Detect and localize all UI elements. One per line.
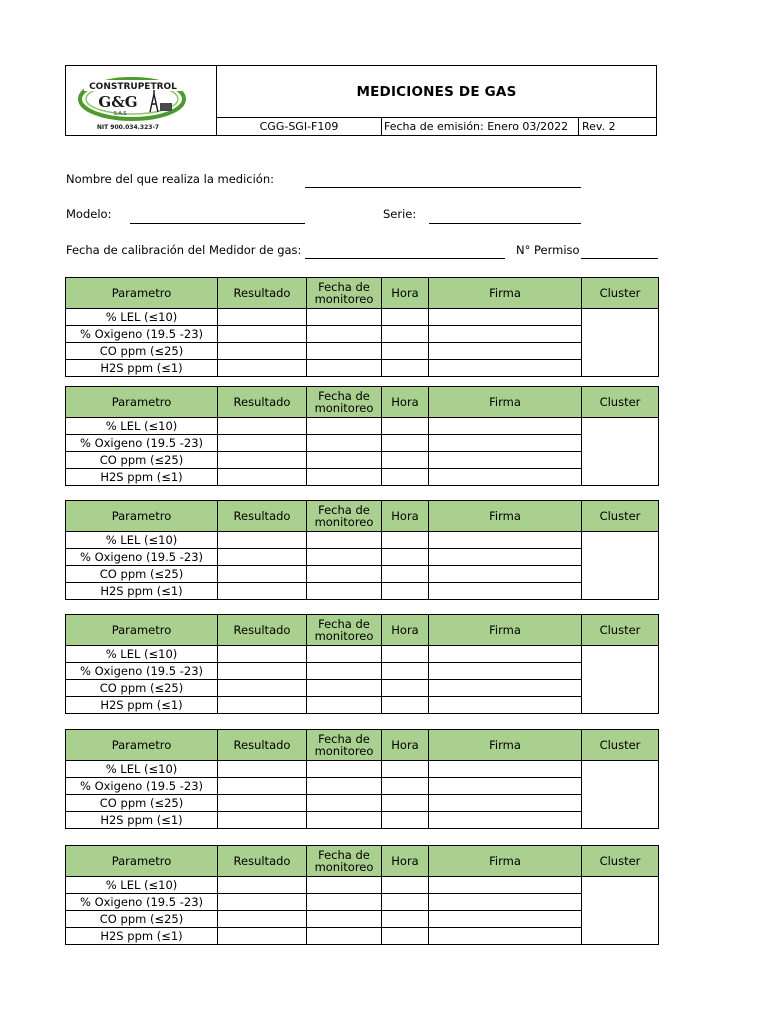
form-header — [65, 65, 657, 136]
fecha-cell[interactable] — [307, 469, 382, 486]
header-fecha-monitoreo: Fecha de monitoreo — [307, 730, 382, 761]
table-row — [66, 894, 659, 911]
firma-cell[interactable] — [429, 911, 582, 928]
logo-company-text: CONSTRUPETROL — [89, 82, 177, 92]
firma-cell[interactable] — [429, 418, 582, 435]
table-row — [66, 680, 659, 697]
resultado-cell[interactable] — [218, 646, 307, 663]
cluster-cell[interactable] — [582, 418, 659, 486]
header-parametro: Parametro — [66, 730, 218, 761]
fecha-cell[interactable] — [307, 680, 382, 697]
firma-cell[interactable] — [429, 435, 582, 452]
fecha-cell[interactable] — [307, 532, 382, 549]
header-hora: Hora — [382, 730, 429, 761]
firma-cell[interactable] — [429, 549, 582, 566]
fecha-cell[interactable] — [307, 795, 382, 812]
header-fecha-monitoreo: Fecha de monitoreo — [307, 387, 382, 418]
header-firma: Firma — [429, 615, 582, 646]
parameter-label: H2S ppm (≤1) — [66, 697, 218, 714]
parameter-label: H2S ppm (≤1) — [66, 360, 218, 377]
resultado-cell[interactable] — [218, 761, 307, 778]
table-row — [66, 309, 659, 326]
resultado-cell[interactable] — [218, 326, 307, 343]
firma-cell[interactable] — [429, 360, 582, 377]
revision: Rev. 2 — [582, 120, 616, 133]
modelo-label: Modelo: — [66, 207, 112, 221]
table-row — [66, 911, 659, 928]
header-cluster: Cluster — [582, 387, 659, 418]
serie-label: Serie: — [383, 207, 417, 221]
serie-field[interactable] — [429, 223, 581, 224]
hora-cell[interactable] — [382, 663, 429, 680]
firma-cell[interactable] — [429, 778, 582, 795]
resultado-cell[interactable] — [218, 663, 307, 680]
table-row — [66, 549, 659, 566]
table-row — [66, 928, 659, 945]
parameter-label: CO ppm (≤25) — [66, 566, 218, 583]
header-parametro: Parametro — [66, 387, 218, 418]
fecha-cell[interactable] — [307, 646, 382, 663]
hora-cell[interactable] — [382, 309, 429, 326]
header-firma: Firma — [429, 730, 582, 761]
hora-cell[interactable] — [382, 566, 429, 583]
resultado-cell[interactable] — [218, 778, 307, 795]
firma-cell[interactable] — [429, 877, 582, 894]
calibracion-label: Fecha de calibración del Medidor de gas: — [66, 243, 302, 257]
fecha-cell[interactable] — [307, 894, 382, 911]
header-resultado: Resultado — [218, 501, 307, 532]
firma-cell[interactable] — [429, 469, 582, 486]
resultado-cell[interactable] — [218, 343, 307, 360]
resultado-cell[interactable] — [218, 469, 307, 486]
parameter-label: % LEL (≤10) — [66, 532, 218, 549]
table-row — [66, 778, 659, 795]
table-row — [66, 566, 659, 583]
table-row — [66, 761, 659, 778]
parameter-label: % LEL (≤10) — [66, 761, 218, 778]
fecha-cell[interactable] — [307, 812, 382, 829]
parameter-label: % Oxigeno (19.5 -23) — [66, 435, 218, 452]
table-row — [66, 326, 659, 343]
header-hora: Hora — [382, 501, 429, 532]
hora-cell[interactable] — [382, 761, 429, 778]
header-firma: Firma — [429, 278, 582, 309]
firma-cell[interactable] — [429, 663, 582, 680]
header-fecha-monitoreo: Fecha de monitoreo — [307, 846, 382, 877]
hora-cell[interactable] — [382, 469, 429, 486]
firma-cell[interactable] — [429, 646, 582, 663]
table-row — [66, 452, 659, 469]
permiso-field[interactable] — [581, 258, 658, 259]
fecha-cell[interactable] — [307, 761, 382, 778]
firma-cell[interactable] — [429, 583, 582, 600]
resultado-cell[interactable] — [218, 812, 307, 829]
header-resultado: Resultado — [218, 730, 307, 761]
parameter-label: CO ppm (≤25) — [66, 795, 218, 812]
fecha-cell[interactable] — [307, 309, 382, 326]
logo-suffix-text: S.A.S — [113, 111, 127, 117]
header-resultado: Resultado — [218, 387, 307, 418]
parameter-label: % Oxigeno (19.5 -23) — [66, 894, 218, 911]
parameter-label: H2S ppm (≤1) — [66, 812, 218, 829]
resultado-cell[interactable] — [218, 583, 307, 600]
resultado-cell[interactable] — [218, 435, 307, 452]
hora-cell[interactable] — [382, 680, 429, 697]
table-row — [66, 583, 659, 600]
firma-cell[interactable] — [429, 566, 582, 583]
header-parametro: Parametro — [66, 501, 218, 532]
header-hora: Hora — [382, 846, 429, 877]
header-cluster: Cluster — [582, 278, 659, 309]
firma-cell[interactable] — [429, 697, 582, 714]
hora-cell[interactable] — [382, 418, 429, 435]
fecha-cell[interactable] — [307, 343, 382, 360]
hora-cell[interactable] — [382, 928, 429, 945]
fecha-cell[interactable] — [307, 928, 382, 945]
fecha-cell[interactable] — [307, 549, 382, 566]
fecha-cell[interactable] — [307, 583, 382, 600]
firma-cell[interactable] — [429, 309, 582, 326]
hora-cell[interactable] — [382, 583, 429, 600]
hora-cell[interactable] — [382, 549, 429, 566]
parameter-label: CO ppm (≤25) — [66, 343, 218, 360]
table-row — [66, 663, 659, 680]
table-row — [66, 795, 659, 812]
logo-cell — [66, 66, 217, 135]
resultado-cell[interactable] — [218, 418, 307, 435]
table-row — [66, 877, 659, 894]
logo-mark-text: G&G — [98, 93, 138, 111]
parameter-label: % LEL (≤10) — [66, 418, 218, 435]
header-cluster: Cluster — [582, 615, 659, 646]
hora-cell[interactable] — [382, 452, 429, 469]
parameter-label: CO ppm (≤25) — [66, 911, 218, 928]
table-header-row — [66, 846, 659, 877]
fecha-cell[interactable] — [307, 360, 382, 377]
header-resultado: Resultado — [218, 615, 307, 646]
cluster-cell[interactable] — [582, 646, 659, 714]
hora-cell[interactable] — [382, 877, 429, 894]
issue-date: Fecha de emisión: Enero 03/2022 — [382, 118, 579, 135]
parameter-label: H2S ppm (≤1) — [66, 928, 218, 945]
table-row — [66, 360, 659, 377]
form-code: CGG-SGI-F109 — [217, 118, 382, 135]
modelo-field[interactable] — [130, 223, 305, 224]
resultado-cell[interactable] — [218, 795, 307, 812]
firma-cell[interactable] — [429, 761, 582, 778]
firma-cell[interactable] — [429, 795, 582, 812]
resultado-cell[interactable] — [218, 877, 307, 894]
parameter-label: % LEL (≤10) — [66, 646, 218, 663]
header-cluster: Cluster — [582, 846, 659, 877]
resultado-cell[interactable] — [218, 697, 307, 714]
resultado-cell[interactable] — [218, 532, 307, 549]
table-header-row — [66, 615, 659, 646]
hora-cell[interactable] — [382, 778, 429, 795]
hora-cell[interactable] — [382, 435, 429, 452]
fecha-cell[interactable] — [307, 663, 382, 680]
cluster-cell[interactable] — [582, 761, 659, 829]
parameter-label: H2S ppm (≤1) — [66, 469, 218, 486]
resultado-cell[interactable] — [218, 928, 307, 945]
table-header-row — [66, 387, 659, 418]
cluster-cell[interactable] — [582, 309, 659, 377]
resultado-cell[interactable] — [218, 309, 307, 326]
measurement-table-2 — [65, 386, 659, 486]
hora-cell[interactable] — [382, 795, 429, 812]
table-row — [66, 532, 659, 549]
firma-cell[interactable] — [429, 894, 582, 911]
header-firma: Firma — [429, 846, 582, 877]
firma-cell[interactable] — [429, 532, 582, 549]
header-firma: Firma — [429, 387, 582, 418]
parameter-label: H2S ppm (≤1) — [66, 583, 218, 600]
resultado-cell[interactable] — [218, 894, 307, 911]
table-header-row — [66, 501, 659, 532]
company-logo — [74, 70, 208, 132]
header-resultado: Resultado — [218, 846, 307, 877]
hora-cell[interactable] — [382, 343, 429, 360]
table-header-row — [66, 278, 659, 309]
logo-nit-text: NIT 900.034.323-7 — [96, 124, 160, 131]
header-hora: Hora — [382, 278, 429, 309]
parameter-label: % LEL (≤10) — [66, 877, 218, 894]
table-row — [66, 343, 659, 360]
parameter-label: CO ppm (≤25) — [66, 452, 218, 469]
header-hora: Hora — [382, 615, 429, 646]
measurement-table-3 — [65, 500, 659, 600]
table-header-row — [66, 730, 659, 761]
header-parametro: Parametro — [66, 846, 218, 877]
table-row — [66, 469, 659, 486]
parameter-label: CO ppm (≤25) — [66, 680, 218, 697]
header-cluster: Cluster — [582, 730, 659, 761]
header-parametro: Parametro — [66, 278, 218, 309]
resultado-cell[interactable] — [218, 360, 307, 377]
parameter-label: % Oxigeno (19.5 -23) — [66, 549, 218, 566]
measurement-table-6 — [65, 845, 659, 945]
hora-cell[interactable] — [382, 894, 429, 911]
nombre-field[interactable] — [305, 187, 581, 188]
table-row — [66, 418, 659, 435]
table-row — [66, 646, 659, 663]
cluster-cell[interactable] — [582, 532, 659, 600]
form-title: MEDICIONES DE GAS — [217, 66, 656, 118]
header-fecha-monitoreo: Fecha de monitoreo — [307, 501, 382, 532]
fecha-cell[interactable] — [307, 566, 382, 583]
header-fecha-monitoreo: Fecha de monitoreo — [307, 278, 382, 309]
hora-cell[interactable] — [382, 812, 429, 829]
measurement-table-5 — [65, 729, 659, 829]
measurement-table-1 — [65, 277, 659, 377]
hora-cell[interactable] — [382, 911, 429, 928]
firma-cell[interactable] — [429, 928, 582, 945]
header-firma: Firma — [429, 501, 582, 532]
table-row — [66, 812, 659, 829]
calibracion-field[interactable] — [305, 258, 505, 259]
nombre-label: Nombre del que realiza la medición: — [66, 172, 275, 186]
fecha-cell[interactable] — [307, 326, 382, 343]
fecha-cell[interactable] — [307, 877, 382, 894]
table-row — [66, 435, 659, 452]
resultado-cell[interactable] — [218, 680, 307, 697]
fecha-cell[interactable] — [307, 778, 382, 795]
resultado-cell[interactable] — [218, 911, 307, 928]
parameter-label: % Oxigeno (19.5 -23) — [66, 326, 218, 343]
header-hora: Hora — [382, 387, 429, 418]
parameter-label: % LEL (≤10) — [66, 309, 218, 326]
fecha-cell[interactable] — [307, 418, 382, 435]
fecha-cell[interactable] — [307, 435, 382, 452]
header-cluster: Cluster — [582, 501, 659, 532]
header-resultado: Resultado — [218, 278, 307, 309]
permiso-label: N° Permiso — [516, 243, 580, 257]
firma-cell[interactable] — [429, 452, 582, 469]
parameter-label: % Oxigeno (19.5 -23) — [66, 663, 218, 680]
hora-cell[interactable] — [382, 697, 429, 714]
firma-cell[interactable] — [429, 326, 582, 343]
firma-cell[interactable] — [429, 812, 582, 829]
cluster-cell[interactable] — [582, 877, 659, 945]
hora-cell[interactable] — [382, 326, 429, 343]
resultado-cell[interactable] — [218, 566, 307, 583]
hora-cell[interactable] — [382, 532, 429, 549]
fecha-cell[interactable] — [307, 911, 382, 928]
parameter-label: % Oxigeno (19.5 -23) — [66, 778, 218, 795]
measurement-table-4 — [65, 614, 659, 714]
firma-cell[interactable] — [429, 343, 582, 360]
resultado-cell[interactable] — [218, 452, 307, 469]
firma-cell[interactable] — [429, 680, 582, 697]
header-fecha-monitoreo: Fecha de monitoreo — [307, 615, 382, 646]
fecha-cell[interactable] — [307, 452, 382, 469]
table-row — [66, 697, 659, 714]
header-parametro: Parametro — [66, 615, 218, 646]
resultado-cell[interactable] — [218, 549, 307, 566]
hora-cell[interactable] — [382, 360, 429, 377]
hora-cell[interactable] — [382, 646, 429, 663]
fecha-cell[interactable] — [307, 697, 382, 714]
